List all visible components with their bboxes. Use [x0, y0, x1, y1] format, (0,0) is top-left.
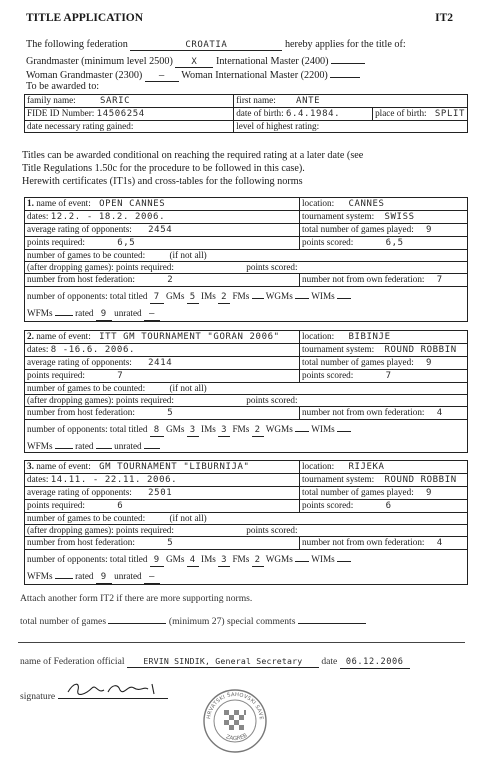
dates-label: dates: — [27, 474, 49, 484]
event-number: 1. — [27, 198, 34, 208]
unrated-label: unrated — [114, 571, 142, 581]
event-row-rating — [25, 487, 468, 500]
event-row-dates — [25, 474, 468, 487]
event-row-dates — [25, 211, 468, 224]
event-number: 3. — [27, 461, 34, 471]
not-own-label: number not from own federation: — [302, 274, 425, 284]
gms-label: GMs — [166, 554, 185, 564]
if-not-all-label: (if not all) — [169, 250, 207, 260]
if-not-all-label: (if not all) — [169, 513, 207, 523]
avg-rating-label: average rating of opponents: — [27, 487, 132, 497]
event-wfms-value — [55, 567, 73, 579]
event-row-counted — [25, 513, 468, 525]
event-wfms-value — [55, 304, 73, 316]
wgms-label: WGMs — [265, 424, 293, 434]
event-titled-value: 7 — [150, 292, 164, 304]
event-row-name — [25, 198, 468, 211]
im-label: International Master (2400) — [215, 56, 329, 67]
event-name-label: name of event: — [36, 331, 91, 341]
event-row-opponents — [25, 550, 468, 585]
event-host-value: 5 — [167, 408, 174, 418]
points-scored-label: points scored: — [302, 237, 354, 247]
gms-label: GMs — [166, 424, 185, 434]
points-required-label: points required: — [27, 500, 85, 510]
event-row-federation — [25, 537, 468, 550]
signature-image — [64, 680, 164, 702]
federation-label: The following federation — [26, 39, 128, 50]
if-not-all-label: (if not all) — [169, 383, 207, 393]
event-dates-value: 8 -16.6. 2006. — [50, 345, 135, 355]
awarded-to: To be awarded to: — [26, 81, 100, 92]
total-games-played-label: total number of games played: — [302, 357, 414, 367]
family-name-label: family name: — [27, 95, 76, 105]
event-fms-value: 2 — [252, 555, 264, 567]
points-required-label: points required: — [27, 237, 85, 247]
games-counted-label: number of games to be counted: — [27, 250, 146, 260]
first-name-value: ANTE — [296, 96, 321, 106]
conditions-text — [22, 149, 467, 188]
date-label: date — [321, 656, 338, 667]
from-host-label: number from host federation: — [27, 407, 135, 417]
conditions-line-3: Herewith certificates (IT1s) and cross-tables for the following norms — [22, 176, 303, 187]
avg-rating-label: average rating of opponents: — [27, 357, 132, 367]
event-points-required-value: 7 — [117, 371, 124, 381]
unrated-label: unrated — [114, 441, 142, 451]
event-points-scored-value: 7 — [385, 371, 392, 381]
after-dropping-label: (after dropping games): points required: — [27, 525, 174, 535]
event-points-required-value: 6 — [117, 501, 124, 511]
wgms-label: WGMs — [265, 554, 293, 564]
avg-rating-label: average rating of opponents: — [27, 224, 132, 234]
total-games-played-label: total number of games played: — [302, 487, 414, 497]
event-ims-value: 3 — [218, 425, 230, 437]
total-games-label: total number of games — [20, 616, 107, 627]
wgm-mark: — — [145, 70, 179, 82]
fms-label: FMs — [232, 424, 250, 434]
event-system-value: ROUND ROBBIN — [384, 475, 457, 485]
first-name-label: first name: — [236, 95, 276, 105]
event-row-opponents — [25, 287, 468, 322]
system-label: tournament system: — [302, 211, 375, 221]
points-scored-label: points scored: — [302, 370, 354, 380]
wims-label: WIMs — [311, 291, 335, 301]
fms-label: FMs — [232, 291, 250, 301]
games-counted-label: number of games to be counted: — [27, 513, 146, 523]
event-host-value: 5 — [167, 538, 174, 548]
applies-label: hereby applies for the title of: — [284, 39, 406, 50]
system-label: tournament system: — [302, 344, 375, 354]
im-mark — [331, 52, 365, 64]
wim-label: Woman International Master (2200) — [181, 70, 328, 81]
special-comments-value — [298, 612, 366, 624]
event-points-scored-value: 6 — [385, 501, 392, 511]
event-row-counted — [25, 250, 468, 262]
from-host-label: number from host federation: — [27, 537, 135, 547]
games-counted-label: number of games to be counted: — [27, 383, 146, 393]
total-games-value — [108, 612, 166, 624]
wfms-label: WFMs — [27, 441, 53, 451]
wims-label: WIMs — [311, 424, 335, 434]
event-avg-rating-value: 2414 — [148, 358, 173, 368]
location-label: location: — [302, 331, 335, 341]
conditions-line-2: Title Regulations 1.50c for the procedure to be followed in this case). — [22, 163, 305, 174]
dob-value: 6.4.1984. — [285, 109, 341, 119]
event-fms-value — [252, 287, 264, 299]
event-gms-value: 5 — [187, 292, 199, 304]
svg-text:ZAGREB: ZAGREB — [224, 732, 249, 743]
signature-scribble — [64, 680, 164, 698]
event-points-required-value: 6,5 — [117, 238, 136, 248]
points-scored-after-label: points scored: — [246, 262, 298, 272]
event-not-own-value: 4 — [436, 408, 443, 418]
event-wgms-value — [295, 420, 309, 432]
event-titled-value: 9 — [150, 555, 164, 567]
event-location-value: RIJEKA — [348, 462, 385, 472]
fide-id-label: FIDE ID Number: — [27, 108, 95, 118]
event-row-dates — [25, 344, 468, 357]
wfms-label: WFMs — [27, 308, 53, 318]
event-table-3 — [24, 460, 468, 585]
event-name-label: name of event: — [36, 198, 91, 208]
stamp-seal-icon — [202, 688, 268, 754]
event-points-scored-value: 6,5 — [385, 238, 404, 248]
event-row-name — [25, 331, 468, 344]
event-rated-value: 9 — [96, 309, 112, 321]
not-own-label: number not from own federation: — [302, 537, 425, 547]
player-row-name — [25, 95, 468, 108]
unrated-label: unrated — [114, 308, 142, 318]
pob-value: SPLIT — [434, 109, 465, 119]
event-row-name — [25, 461, 468, 474]
comments-line — [18, 642, 465, 643]
points-scored-after-label: points scored: — [246, 395, 298, 405]
event-number: 2. — [27, 331, 34, 341]
event-table-1 — [24, 197, 468, 322]
event-gms-value: 3 — [187, 425, 199, 437]
event-row-rating — [25, 357, 468, 370]
event-not-own-value: 7 — [436, 275, 443, 285]
gm-mark: X — [175, 56, 213, 68]
event-system-value: ROUND ROBBIN — [384, 345, 457, 355]
form-header — [26, 12, 453, 28]
event-unrated-value — [144, 437, 160, 449]
total-games-played-label: total number of games played: — [302, 224, 414, 234]
system-label: tournament system: — [302, 474, 375, 484]
federation-stamp — [202, 688, 268, 754]
after-dropping-label: (after dropping games): points required: — [27, 395, 174, 405]
event-avg-rating-value: 2454 — [148, 225, 173, 235]
event-fms-value: 2 — [252, 425, 264, 437]
points-required-label: points required: — [27, 370, 85, 380]
wims-label: WIMs — [311, 554, 335, 564]
wfms-label: WFMs — [27, 571, 53, 581]
location-label: location: — [302, 461, 335, 471]
event-row-federation — [25, 274, 468, 287]
event-location-value: BIBINJE — [348, 332, 391, 342]
event-rated-value — [96, 437, 112, 449]
dates-label: dates: — [27, 344, 49, 354]
fide-id-value: 14506254 — [96, 109, 145, 119]
special-comments-label: (minimum 27) special comments — [168, 616, 296, 627]
event-row-counted — [25, 383, 468, 395]
wgms-label: WGMs — [265, 291, 293, 301]
official-label: name of Federation official — [20, 656, 125, 667]
from-host-label: number from host federation: — [27, 274, 135, 284]
form-title: TITLE APPLICATION — [26, 12, 144, 24]
event-row-points — [25, 370, 468, 383]
signature-label: signature — [20, 691, 56, 702]
event-ims-value: 2 — [218, 292, 230, 304]
event-total-games-value: 9 — [426, 358, 433, 368]
not-own-label: number not from own federation: — [302, 407, 425, 417]
event-wgms-value — [295, 550, 309, 562]
event-system-value: SWISS — [384, 212, 415, 222]
event-not-own-value: 4 — [436, 538, 443, 548]
event-wims-value — [337, 287, 351, 299]
event-name-label: name of event: — [36, 461, 91, 471]
event-unrated-value: — — [144, 572, 160, 584]
event-gms-value: 4 — [187, 555, 199, 567]
level-label: level of highest rating: — [236, 121, 320, 131]
svg-text:HRVATSKI ŠAHOVSKI SAVEZ: HRVATSKI ŠAHOVSKI SAVE — [206, 691, 265, 721]
event-wgms-value — [295, 287, 309, 299]
event-row-federation — [25, 407, 468, 420]
event-wims-value — [337, 420, 351, 432]
rated-label: rated — [75, 308, 94, 318]
opp-titled-label: number of opponents: total titled — [27, 424, 148, 434]
pob-label: place of birth: — [375, 108, 427, 118]
after-dropping-label: (after dropping games): points required: — [27, 262, 174, 272]
dob-label: date of birth: — [236, 108, 284, 118]
date-value: 06.12.2006 — [340, 657, 410, 669]
event-unrated-value: — — [144, 309, 160, 321]
event-location-value: CANNES — [348, 199, 385, 209]
date-rating-label: date necessary rating gained: — [27, 121, 134, 131]
event-dates-value: 14.11. - 22.11. 2006. — [50, 475, 178, 485]
location-label: location: — [302, 198, 335, 208]
event-row-opponents — [25, 420, 468, 453]
event-table-2 — [24, 330, 468, 453]
attach-note: Attach another form IT2 if there are more supporting norms. — [20, 593, 253, 604]
family-name-value: SARIC — [100, 96, 131, 106]
ims-label: IMs — [201, 424, 216, 434]
gm-label: Grandmaster (minimum level 2500) — [26, 56, 173, 67]
player-row-id — [25, 108, 468, 121]
event-wfms-value — [55, 437, 73, 449]
total-games-line — [20, 612, 366, 627]
rated-label: rated — [75, 441, 94, 451]
conditions-line-1: Titles can be awarded conditional on reaching the required rating at a later date (see — [22, 150, 364, 161]
gms-label: GMs — [166, 291, 185, 301]
event-ims-value: 3 — [218, 555, 230, 567]
event-rated-value: 9 — [96, 572, 112, 584]
ims-label: IMs — [201, 554, 216, 564]
rated-label: rated — [75, 571, 94, 581]
signature-line — [20, 682, 168, 702]
official-value: ERVIN SINDIK, General Secretary — [127, 656, 319, 668]
dates-label: dates: — [27, 211, 49, 221]
player-table — [24, 94, 468, 133]
ims-label: IMs — [201, 291, 216, 301]
points-scored-label: points scored: — [302, 500, 354, 510]
event-name-value: ITT GM TOURNAMENT "GORAN 2006" — [99, 332, 280, 342]
event-host-value: 2 — [167, 275, 174, 285]
signature-field — [58, 682, 168, 699]
event-row-dropping — [25, 395, 468, 407]
opp-titled-label: number of opponents: total titled — [27, 291, 148, 301]
event-total-games-value: 9 — [426, 225, 433, 235]
wgm-label: Woman Grandmaster (2300) — [26, 70, 143, 81]
event-row-points — [25, 500, 468, 513]
federation-value: CROATIA — [130, 39, 282, 51]
player-row-rating — [25, 121, 468, 133]
wim-mark — [330, 66, 360, 78]
event-avg-rating-value: 2501 — [148, 488, 173, 498]
event-wims-value — [337, 550, 351, 562]
event-dates-value: 12.2. - 18.2. 2006. — [50, 212, 166, 222]
event-name-value: GM TOURNAMENT "LIBURNIJA" — [99, 462, 250, 472]
event-row-points — [25, 237, 468, 250]
event-row-rating — [25, 224, 468, 237]
points-scored-after-label: points scored: — [246, 525, 298, 535]
event-row-dropping — [25, 262, 468, 274]
opp-titled-label: number of opponents: total titled — [27, 554, 148, 564]
event-total-games-value: 9 — [426, 488, 433, 498]
official-line — [20, 656, 410, 669]
form-code: IT2 — [435, 12, 453, 24]
fms-label: FMs — [232, 554, 250, 564]
federation-line — [26, 38, 466, 51]
event-titled-value: 8 — [150, 425, 164, 437]
event-row-dropping — [25, 525, 468, 537]
event-name-value: OPEN CANNES — [99, 199, 166, 209]
